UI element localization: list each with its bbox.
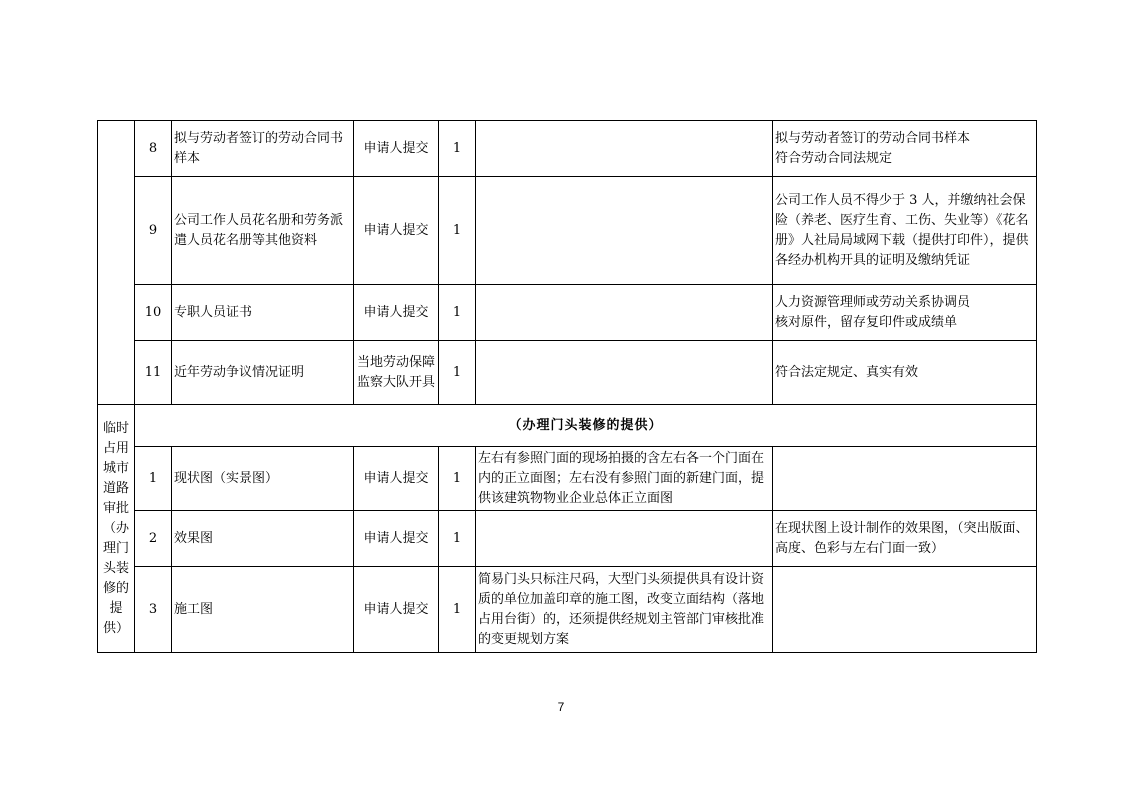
copy-count: 1 bbox=[439, 285, 476, 341]
row-number: 8 bbox=[135, 121, 172, 177]
table-row bbox=[98, 121, 1037, 177]
table-row bbox=[98, 285, 1037, 341]
section-header-row bbox=[98, 405, 1037, 447]
requirement-line: 人力资源管理师或劳动关系协调员 bbox=[775, 294, 971, 310]
material-source: 申请人提交 bbox=[354, 177, 439, 285]
material-name: 近年劳动争议情况证明 bbox=[172, 341, 354, 405]
copy-count: 1 bbox=[439, 567, 476, 653]
material-name: 施工图 bbox=[172, 567, 354, 653]
material-source: 申请人提交 bbox=[354, 285, 439, 341]
table-row bbox=[98, 177, 1037, 285]
table-row bbox=[98, 567, 1037, 653]
remark-cell bbox=[476, 177, 773, 285]
material-name: 专职人员证书 bbox=[172, 285, 354, 341]
copy-count: 1 bbox=[439, 177, 476, 285]
row-number: 2 bbox=[135, 511, 172, 567]
copy-count: 1 bbox=[439, 121, 476, 177]
remark-cell bbox=[476, 285, 773, 341]
requirements-table bbox=[97, 120, 1037, 653]
row-number: 3 bbox=[135, 567, 172, 653]
requirement-cell bbox=[773, 285, 1037, 341]
copy-count: 1 bbox=[439, 511, 476, 567]
requirement-cell bbox=[773, 121, 1037, 177]
requirement-cell: 公司工作人员不得少于 3 人，并缴纳社会保险（养老、医疗生育、工伤、失业等）《花名册》人社局局域网下载（提供打印件），提供各经办机构开具的证明及缴纳凭证 bbox=[773, 177, 1037, 285]
row-number: 11 bbox=[135, 341, 172, 405]
remark-cell bbox=[476, 341, 773, 405]
requirement-line: 符合劳动合同法规定 bbox=[775, 150, 893, 166]
remark-cell: 简易门头只标注尺码，大型门头须提供具有设计资质的单位加盖印章的施工图，改变立面结构（落地占用台街）的，还须提供经规划主管部门审核批准的变更规划方案 bbox=[476, 567, 773, 653]
table-row bbox=[98, 511, 1037, 567]
copy-count: 1 bbox=[439, 447, 476, 511]
material-name: 公司工作人员花名册和劳务派遣人员花名册等其他资料 bbox=[172, 177, 354, 285]
material-source: 申请人提交 bbox=[354, 567, 439, 653]
material-name: 现状图（实景图） bbox=[172, 447, 354, 511]
category-cell: 临时占用城市道路审批（办理门头装修的提供） bbox=[98, 405, 135, 653]
section-title: （办理门头装修的提供） bbox=[135, 405, 1037, 447]
requirement-cell: 符合法定规定、真实有效 bbox=[773, 341, 1037, 405]
requirement-cell: 在现状图上设计制作的效果图，（突出版面、高度、色彩与左右门面一致） bbox=[773, 511, 1037, 567]
material-name: 效果图 bbox=[172, 511, 354, 567]
row-number: 9 bbox=[135, 177, 172, 285]
requirement-line: 拟与劳动者签订的劳动合同书样本 bbox=[775, 130, 971, 146]
remark-cell: 左右有参照门面的现场拍摄的含左右各一个门面在内的正立面图；左右没有参照门面的新建门面，提供该建筑物物业企业总体正立面图 bbox=[476, 447, 773, 511]
remark-cell bbox=[476, 511, 773, 567]
copy-count: 1 bbox=[439, 341, 476, 405]
material-source: 申请人提交 bbox=[354, 447, 439, 511]
table-row bbox=[98, 447, 1037, 511]
material-source: 申请人提交 bbox=[354, 511, 439, 567]
requirement-cell bbox=[773, 567, 1037, 653]
material-name: 拟与劳动者签订的劳动合同书样本 bbox=[172, 121, 354, 177]
row-number: 1 bbox=[135, 447, 172, 511]
requirement-line: 核对原件，留存复印件或成绩单 bbox=[775, 314, 958, 330]
table-row bbox=[98, 341, 1037, 405]
row-number: 10 bbox=[135, 285, 172, 341]
page-number: 7 bbox=[557, 700, 565, 714]
remark-cell bbox=[476, 121, 773, 177]
material-source: 当地劳动保障监察大队开具 bbox=[354, 341, 439, 405]
category-cell-empty bbox=[98, 121, 135, 405]
material-source: 申请人提交 bbox=[354, 121, 439, 177]
requirement-cell bbox=[773, 447, 1037, 511]
